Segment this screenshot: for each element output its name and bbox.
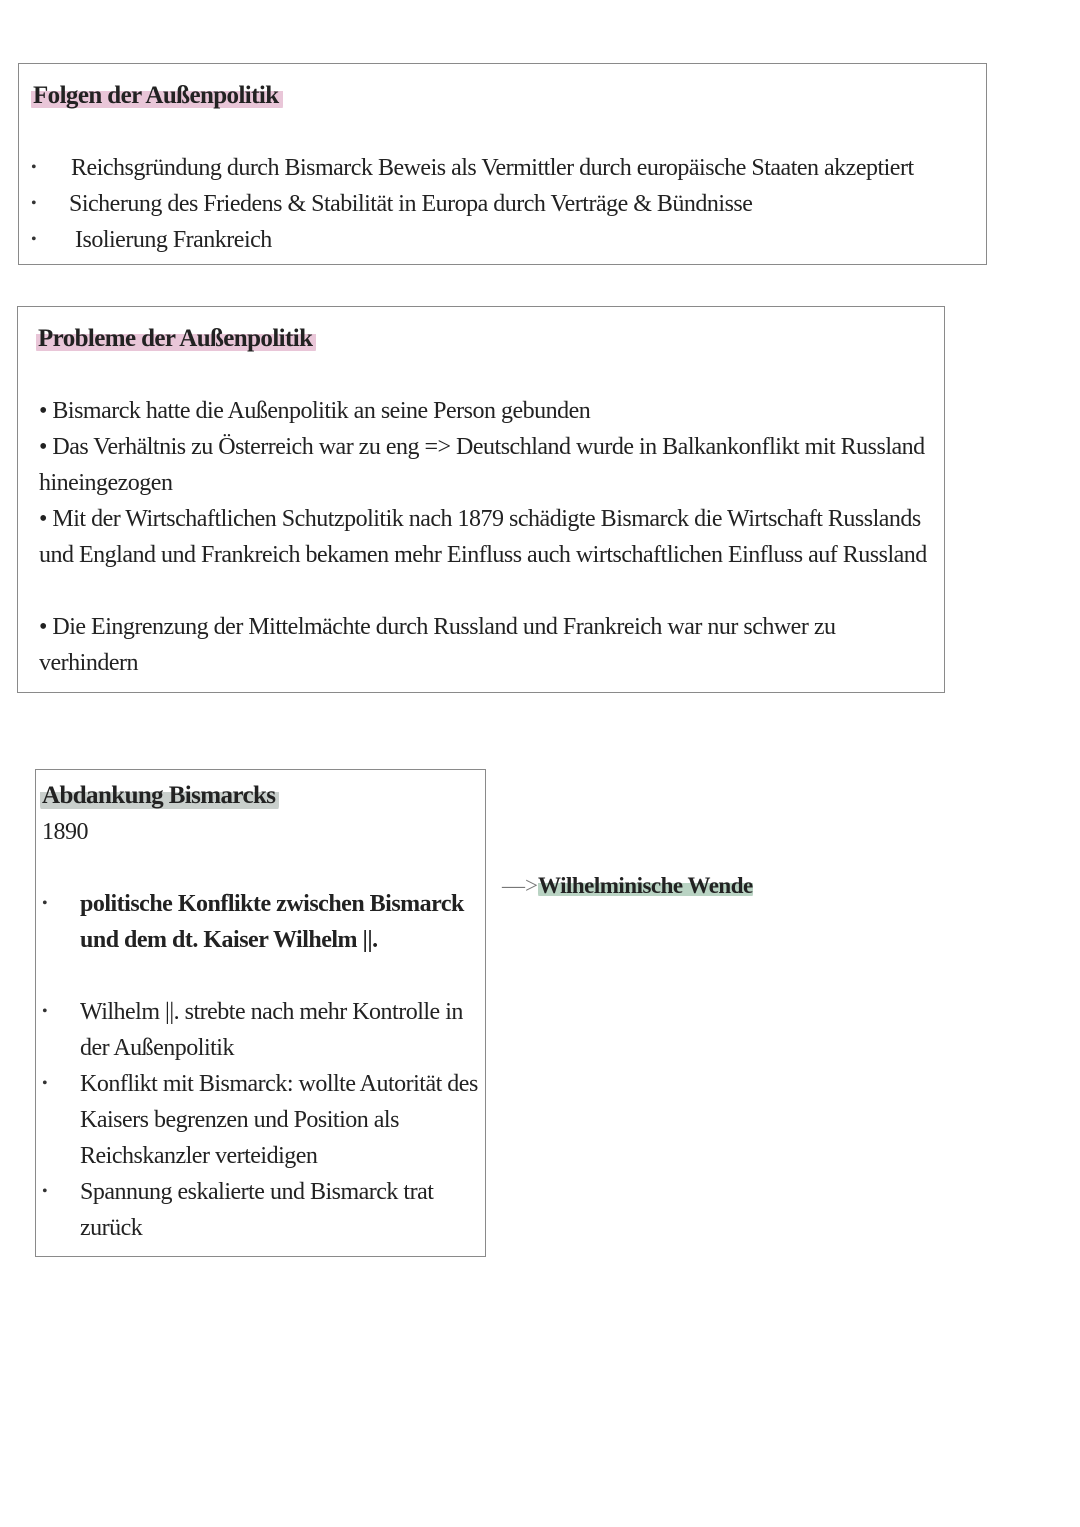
bullet-icon: •	[31, 159, 37, 176]
abdankung-heading: Abdankung Bismarcks	[40, 780, 279, 812]
abdankung-item: Spannung eskalierte und Bismarck trat zurück	[80, 1179, 434, 1241]
bullet-icon: •	[42, 1183, 48, 1200]
folgen-item: Isolierung Frankreich	[75, 227, 272, 253]
bullet-icon: •	[31, 231, 37, 248]
bullet-icon: •	[42, 895, 48, 912]
folgen-heading: Folgen der Außenpolitik	[31, 80, 283, 112]
bullet-icon: •	[42, 1075, 48, 1092]
abdankung-year: 1890	[42, 819, 88, 845]
wende-note	[502, 870, 753, 902]
abdankung-item: Konflikt mit Bismarck: wollte Autorität des Kaisers begrenzen und Position als Reichskanzler verteidigen	[80, 1071, 478, 1169]
folgen-item: Sicherung des Friedens & Stabilität in Europa durch Verträge & Bündnisse	[69, 191, 753, 217]
abdankung-item: politische Konflikte zwischen Bismarck und dem dt. Kaiser Wilhelm ||.	[80, 891, 464, 953]
probleme-box	[17, 306, 945, 693]
bullet-icon: •	[31, 195, 37, 212]
abdankung-item: Wilhelm ||. strebte nach mehr Kontrolle in der Außenpolitik	[80, 999, 463, 1061]
probleme-heading: Probleme der Außenpolitik	[36, 323, 316, 355]
folgen-item: Reichsgründung durch Bismarck Beweis als Vermittler durch europäische Staaten akzeptiert	[71, 155, 914, 181]
probleme-paragraph: • Die Eingrenzung der Mittelmächte durch Russland und Frankreich war nur schwer zu verhindern	[39, 614, 836, 676]
folgen-box	[18, 63, 987, 265]
probleme-paragraph: • Das Verhältnis zu Österreich war zu eng => Deutschland wurde in Balkankonflikt mit Russland hineingezogen	[39, 434, 925, 496]
abdankung-box	[35, 769, 486, 1257]
bullet-icon: •	[42, 1003, 48, 1020]
arrow-icon: —>	[502, 873, 538, 898]
probleme-paragraph: • Mit der Wirtschaftlichen Schutzpolitik nach 1879 schädigte Bismarck die Wirtschaft Russlands und England und Frankreich bekamen mehr Einfluss auch wirtschaftlichen Einfluss auf Russland	[39, 506, 927, 568]
wende-label: Wilhelminische Wende	[537, 873, 753, 898]
probleme-paragraph: • Bismarck hatte die Außenpolitik an seine Person gebunden	[39, 398, 591, 424]
